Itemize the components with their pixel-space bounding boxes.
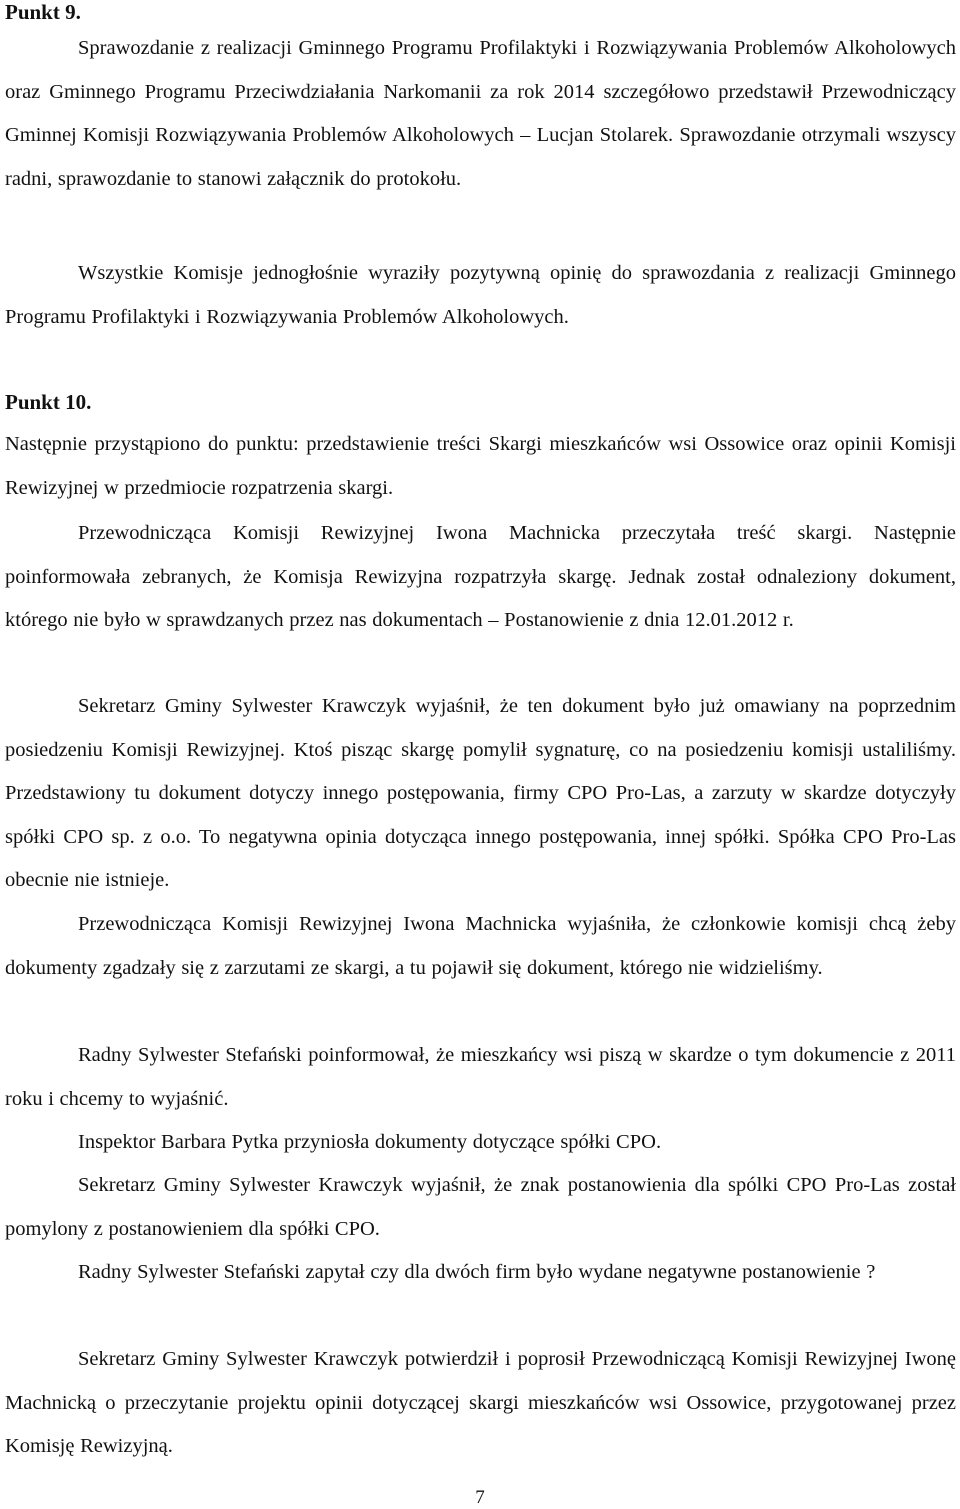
paragraph-sekretarz-wyjasnil: Sekretarz Gminy Sylwester Krawczyk wyjaśnił, że ten dokument było już omawiany na poprzednim posiedzeniu Komisji Rewizyjnej. Ktoś pisząc skargę pomylił sygnaturę, co na posiedzeniu komisji ustaliliśmy. Przedstawiony tu dokument dotyczy innego postępowania, firmy CPO Pro-Las, a zarzuty w skardze dotyczyły spółki CPO sp. z o.o. To negatywna opinia dotycząca innego postępowania, innej spółki. Spółka CPO Pro-Las obecnie nie istnieje. [5,695,956,892]
paragraph-inspektor: Inspektor Barbara Pytka przyniosła dokumenty dotyczące spółki CPO. [78,1131,662,1153]
section-heading-punkt-9: Punkt 9. [5,0,81,24]
paragraph-sekretarz-potwierdzil: Sekretarz Gminy Sylwester Krawczyk potwierdził i poprosił Przewodniczącą Komisji Rewizyjnej Iwonę Machnicką o przeczytanie projektu opinii dotyczącej skargi mieszkańców wsi Ossowice, przygotowanej przez Komisję Rewizyjną. [5,1348,956,1458]
paragraph-opinia-komisji: Wszystkie Komisje jednogłośnie wyraziły pozytywną opinię do sprawozdania z realizacji Gminnego Programu Profilaktyki i Rozwiązywania Problemów Alkoholowych. [5,262,956,328]
paragraph-sprawozdanie: Sprawozdanie z realizacji Gminnego Programu Profilaktyki i Rozwiązywania Problemów Alkoholowych oraz Gminnego Programu Przeciwdziałania Narkomanii za rok 2014 szczegółowo przedstawił Przewodniczący Gminnej Komisji Rozwiązywania Problemów Alkoholowych – Lucjan Stolarek. Sprawozdanie otrzymali wszyscy radni, sprawozdanie to stanowi załącznik do protokołu. [5,37,956,190]
paragraph-sekretarz-znak: Sekretarz Gminy Sylwester Krawczyk wyjaśnił, że znak postanowienia dla spólki CPO Pro-Las został pomylony z postanowieniem dla spółki CPO. [5,1174,956,1240]
paragraph-skarga-ossowice: Następnie przystąpiono do punktu: przedstawienie treści Skargi mieszkańców wsi Ossowice oraz opinii Komisji Rewizyjnej w przedmiocie rozpatrzenia skargi. [5,433,956,499]
paragraph-przewodniczaca-tresc: Przewodnicząca Komisji Rewizyjnej Iwona Machnicka przeczytała treść skargi. Następnie poinformowała zebranych, że Komisja Rewizyjna rozpatrzyła skargę. Jednak został odnaleziony dokument, którego nie było w sprawdzanych przez nas dokumentach – Postanowienie z dnia 12.01.2012 r. [5,522,956,632]
paragraph-przewodniczaca-wyjasnila: Przewodnicząca Komisji Rewizyjnej Iwona Machnicka wyjaśniła, że członkowie komisji chcą żeby dokumenty zgadzały się z zarzutami ze skargi, a tu pojawił się dokument, którego nie widzieliśmy. [5,913,956,979]
page-number: 7 [475,1487,485,1508]
paragraph-radny-poinformowal: Radny Sylwester Stefański poinformował, że mieszkańcy wsi piszą w skardze o tym dokumencie z 2011 roku i chcemy to wyjaśnić. [5,1044,956,1110]
paragraph-radny-zapytal: Radny Sylwester Stefański zapytał czy dla dwóch firm było wydane negatywne postanowienie ? [78,1261,876,1283]
section-heading-punkt-10: Punkt 10. [5,390,92,414]
